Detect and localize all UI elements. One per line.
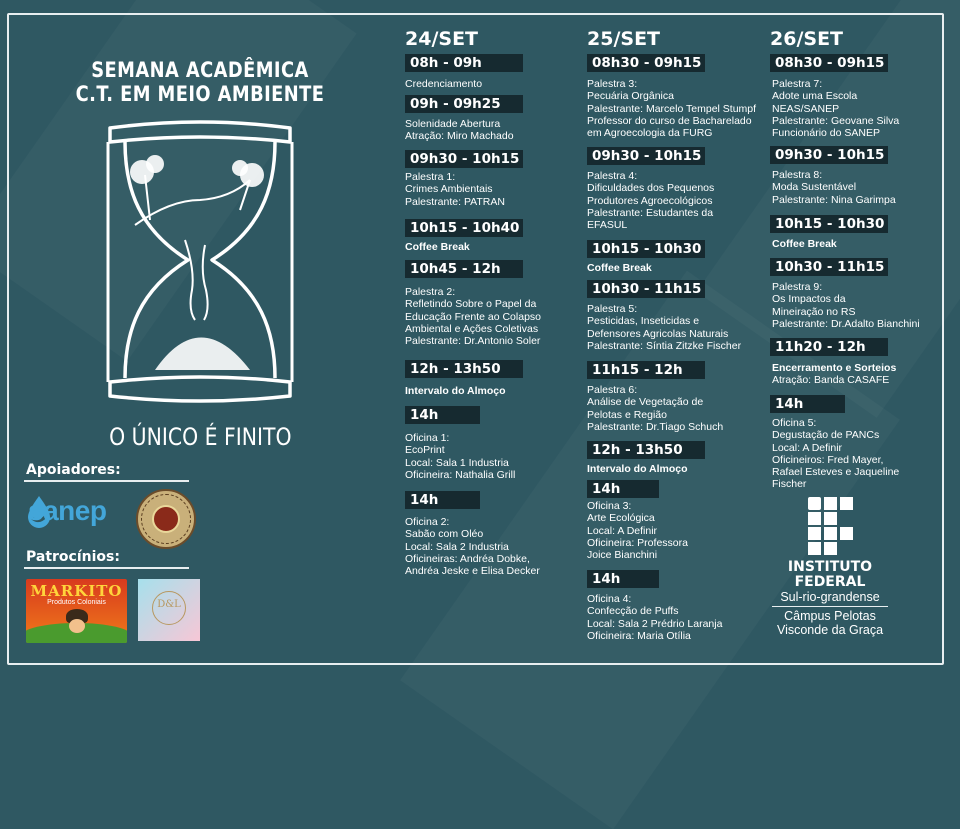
- time-slot: 11h15 - 12h: [587, 361, 705, 379]
- slot-details: Credenciamento: [405, 78, 483, 90]
- supporters-label: Apoiadores:: [26, 462, 121, 478]
- time-slot: 12h - 13h50: [405, 360, 523, 378]
- slot-details: Coffee Break: [587, 262, 652, 274]
- time-slot: 14h: [587, 570, 659, 588]
- sponsors-label: Patrocínios:: [26, 549, 120, 565]
- time-slot: 08h30 - 09h15: [587, 54, 705, 72]
- markito-logo-text: MARKITO: [30, 582, 123, 600]
- time-slot: 10h30 - 11h15: [587, 280, 705, 298]
- event-title: [40, 58, 360, 106]
- time-slot: 10h30 - 11h15: [770, 258, 888, 276]
- slot-details: Oficina 1: EcoPrint Local: Sala 1 Industria Oficineira: Nathalia Grill: [405, 432, 516, 481]
- slot-details: Oficina 4: Confecção de Puffs Local: Sala 2 Prédrio Laranja Oficineira: Maria Otília: [587, 593, 723, 642]
- institution-line5: Visconde da Graça: [776, 623, 884, 637]
- slot-details: Oficina 2: Sabão com Oléo Local: Sala 2 Industria Oficineiras: Andréa Dobke, Andréa Jeske e Elisa Decker: [405, 516, 540, 578]
- institution-line3: Sul-rio-grandense: [780, 590, 880, 604]
- divider: [772, 606, 888, 607]
- slot-details: Oficina 5: Degustação de PANCs Local: A Definir Oficineiros: Fred Mayer, Rafael Esteves e Jaqueline Fischer: [772, 417, 900, 491]
- time-slot: 10h45 - 12h: [405, 260, 523, 278]
- seal-logo: [136, 489, 196, 549]
- divider: [24, 480, 189, 482]
- day-heading: 25/SET: [587, 28, 661, 50]
- day-heading: 24/SET: [405, 28, 479, 50]
- time-slot: 11h20 - 12h: [770, 338, 888, 356]
- time-slot: 14h: [405, 406, 480, 424]
- slot-details: Coffee Break: [405, 241, 470, 253]
- time-slot: 14h: [770, 395, 845, 413]
- markito-logo-subtitle: Produtos Coloniais: [47, 599, 106, 606]
- slot-details: Encerramento e Sorteios Atração: Banda CASAFE: [772, 362, 897, 387]
- event-title-line1: SEMANA ACADÊMICA: [91, 58, 309, 82]
- slot-details: Palestra 4: Dificuldades dos Pequenos Produtores Agroecológicos Palestrante: Estudantes da EFASUL: [587, 170, 715, 232]
- day-heading: 26/SET: [770, 28, 844, 50]
- dl-logo: [138, 579, 200, 641]
- slot-details: Palestra 1: Crimes Ambientais Palestrante: PATRAN: [405, 171, 505, 208]
- time-slot: 09h30 - 10h15: [587, 147, 705, 165]
- time-slot: 14h: [405, 491, 480, 509]
- dl-logo-text: D&L: [157, 599, 181, 610]
- slot-details: Intervalo do Almoço: [587, 463, 688, 475]
- slot-details: Palestra 5: Pesticidas, Inseticidas e Defensores Agricolas Naturais Palestrante: Síntia Zitzke Fischer: [587, 303, 742, 352]
- institution-line1: INSTITUTO: [787, 559, 873, 575]
- slot-details: Palestra 8: Moda Sustentável Palestrante: Nina Garimpa: [772, 169, 896, 206]
- event-slogan: O ÚNICO É FINITO: [108, 423, 292, 451]
- time-slot: 10h15 - 10h30: [587, 240, 705, 258]
- time-slot: 08h30 - 09h15: [770, 54, 888, 72]
- sanep-logo-text: sanep: [28, 494, 107, 526]
- slot-details: Intervalo do Almoço: [405, 385, 506, 397]
- slot-details: Palestra 6: Análise de Vegetação de Pelotas e Região Palestrante: Dr.Tiago Schuch: [587, 384, 724, 433]
- time-slot: 10h15 - 10h40: [405, 219, 523, 237]
- institution-name: [760, 560, 900, 637]
- slot-details: Coffee Break: [772, 238, 837, 250]
- time-slot: 08h - 09h: [405, 54, 523, 72]
- divider: [24, 567, 189, 569]
- time-slot: 12h - 13h50: [587, 441, 705, 459]
- slot-details: Palestra 3: Pecuária Orgânica Palestrante: Marcelo Tempel Stumpf Professor do curso de Bacharelado em Agroecologia da FURG: [587, 78, 757, 140]
- slot-details: Palestra 2: Refletindo Sobre o Papel da Educação Frente ao Colapso Ambiental e Ações Coletivas Palestrante: Dr.Antonio Soler: [405, 286, 542, 348]
- time-slot: 14h: [587, 480, 659, 498]
- time-slot: 09h - 09h25: [405, 95, 523, 113]
- slot-details: Palestra 7: Adote uma Escola NEAS/SANEP Palestrante: Geovane Silva Funcionário do SANEP: [772, 78, 900, 140]
- slot-details: Solenidade Abertura Atração: Miro Machado: [405, 118, 514, 143]
- sanep-logo: [26, 494, 107, 528]
- event-title-line2: C.T. EM MEIO AMBIENTE: [75, 82, 325, 106]
- hourglass-illustration: [100, 120, 300, 410]
- slot-details: Oficina 3: Arte Ecológica Local: A Definir Oficineira: Professora Joice Bianchini: [587, 500, 688, 562]
- time-slot: 09h30 - 10h15: [770, 146, 888, 164]
- instituto-federal-icon: [808, 497, 854, 555]
- markito-logo: [26, 579, 127, 643]
- time-slot: 10h15 - 10h30: [770, 215, 888, 233]
- institution-line2: FEDERAL: [794, 574, 866, 590]
- time-slot: 09h30 - 10h15: [405, 150, 523, 168]
- slot-details: Palestra 9: Os Impactos da Mineiração no RS Palestrante: Dr.Adalto Bianchini: [772, 281, 920, 330]
- institution-line4: Câmpus Pelotas: [784, 609, 876, 623]
